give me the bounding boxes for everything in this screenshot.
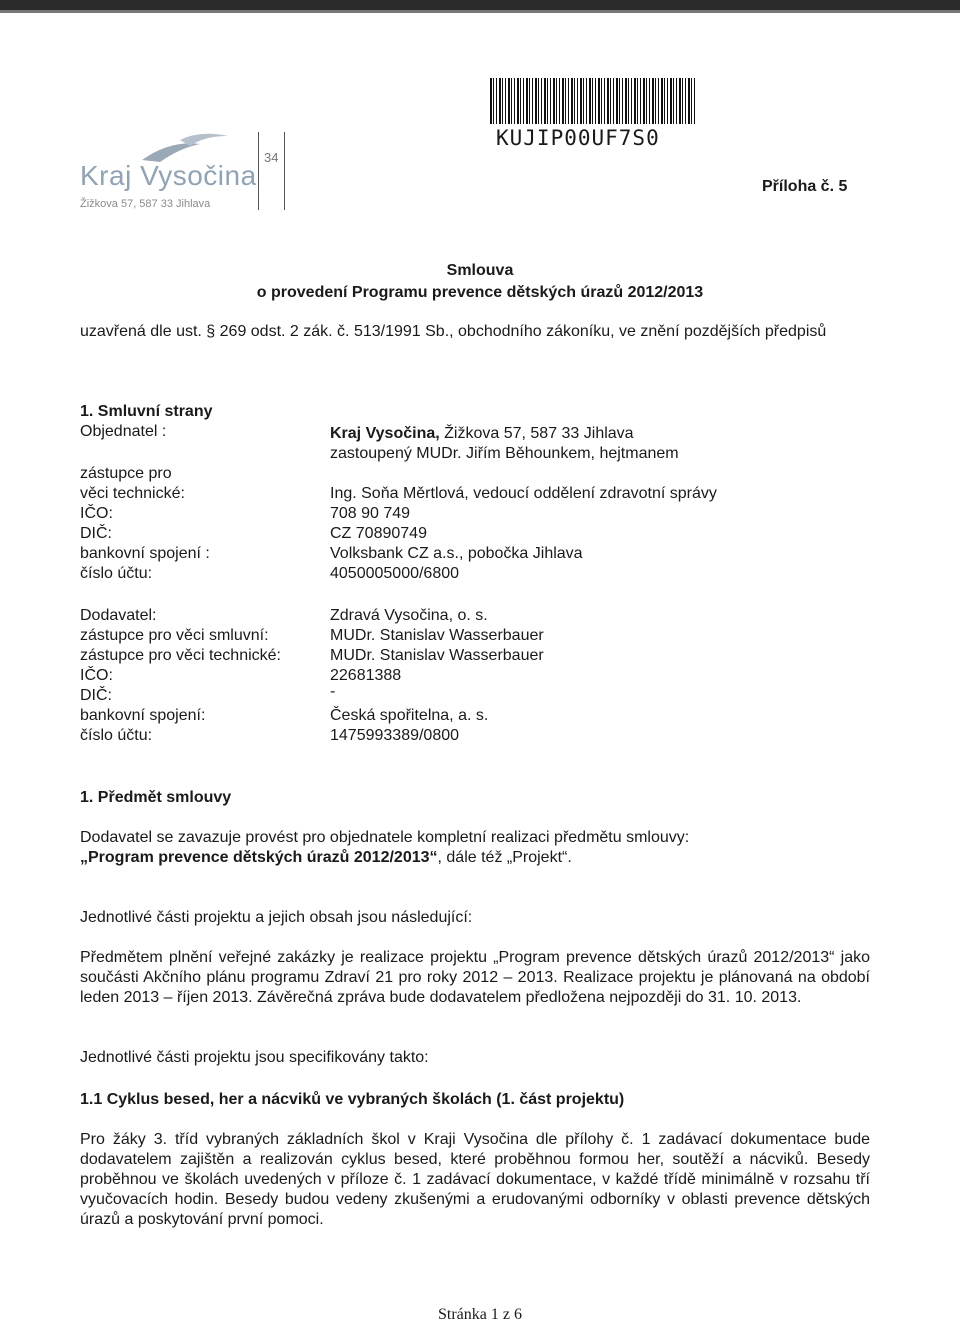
label-client-dic: DIČ:	[80, 525, 112, 542]
label-supplier-bank: bankovní spojení:	[80, 707, 206, 724]
client-dic: CZ 70890749	[330, 525, 427, 542]
logo-text: Kraj Vysočina	[80, 160, 257, 191]
paragraph-1: Předmětem plnění veřejné zakázky je realizace projektu „Program prevence dětských úrazů 2012/2013“ jako součásti Akčního plánu programu Zdraví 21 pro roky 2012 – 2013. Realizace projektu je plánovaná na období leden 2013 – říjen 2013. Závěrečná zpráva bude dodavatelem předložena nejpozději do 31. 10. 2013.	[80, 949, 870, 1006]
label-supplier-contract: zástupce pro věci smluvní:	[80, 627, 269, 644]
page-footer: Stránka 1 z 6	[438, 1306, 522, 1323]
client-represented: zastoupený MUDr. Jiřím Běhounkem, hejtmanem	[330, 445, 679, 462]
label-supplier-ico: IČO:	[80, 667, 113, 684]
label-client-account: číslo účtu:	[80, 565, 153, 582]
client-name-bold: Kraj Vysočina,	[330, 425, 440, 442]
client-address: Žižkova 57, 587 33 Jihlava	[439, 425, 634, 442]
label-client-bank: bankovní spojení :	[80, 545, 210, 562]
label-supplier-dic: DIČ:	[80, 687, 112, 704]
subject-line1: Dodavatel se zavazuje provést pro objednatele kompletní realizaci předmětu smlouvy:	[80, 829, 690, 846]
parties-heading: 1. Smluvní strany	[80, 403, 213, 420]
intro-text: uzavřená dle ust. § 269 odst. 2 zák. č. 513/1991 Sb., obchodního zákoníku, ve znění pozdějších předpisů	[80, 323, 827, 340]
supplier-account: 1475993389/0800	[330, 727, 460, 744]
logo-address: Žižkova 57, 587 33 Jihlava	[80, 198, 211, 210]
stamp-divider	[284, 132, 285, 210]
section-heading: 1.1 Cyklus besed, her a nácviků ve vybraných školách (1. část projektu)	[80, 1091, 625, 1108]
document-subtitle: o provedení Programu prevence dětských úrazů 2012/2013	[256, 284, 704, 301]
label-client-tech-1: zástupce pro	[80, 465, 172, 482]
label-client-ico: IČO:	[80, 505, 113, 522]
label-supplier-tech: zástupce pro věci technické:	[80, 647, 281, 664]
subject-heading: 1. Předmět smlouvy	[80, 789, 232, 806]
supplier-tech: MUDr. Stanislav Wasserbauer	[330, 647, 544, 664]
document-title: Smlouva	[446, 262, 514, 279]
document-code: KUJIP00UF7S0	[496, 126, 660, 150]
project-name: „Program prevence dětských úrazů 2012/2013“	[80, 849, 438, 866]
supplier-dic: -	[330, 683, 336, 700]
supplier-name: Zdravá Vysočina, o. s.	[330, 607, 488, 624]
client-bank: Volksbank CZ a.s., pobočka Jihlava	[330, 545, 583, 562]
project-alias: , dále též „Projekt“.	[437, 849, 572, 866]
label-client-tech-2: věci technické:	[80, 485, 185, 502]
client-account: 4050005000/6800	[330, 565, 460, 582]
label-objednatel: Objednatel :	[80, 423, 167, 440]
client-ico: 708 90 749	[330, 505, 411, 522]
stamp-number: 34	[264, 150, 279, 165]
supplier-bank: Česká spořitelna, a. s.	[330, 707, 489, 724]
parts-intro: Jednotlivé části projektu a jejich obsah jsou následující:	[80, 909, 473, 926]
paragraph-2: Pro žáky 3. tříd vybraných základních škol v Kraji Vysočina dle přílohy č. 1 zadávací dokumentace bude dodavatelem zajištěn a realizován cyklus besed, které proběhnou formou her, soutěží a nácviků. Besedy proběhnou ve školách uvedených v příloze č. 1 zadávací dokumentace, v každé třídě minimálně v rozsahu tří vyučovacích hodin. Besedy budou vedeny zkušenými a erudovanými odborníky v oblasti prevence dětských úrazů a poskytování první pomoci.	[80, 1131, 870, 1228]
subject-line2	[80, 848, 870, 868]
scan-top-bar-shadow	[0, 10, 960, 13]
client-name	[330, 424, 634, 444]
supplier-ico: 22681388	[330, 667, 402, 684]
label-dodavatel: Dodavatel:	[80, 607, 157, 624]
client-tech: Ing. Soňa Měrtlová, vedoucí oddělení zdravotní správy	[330, 485, 717, 502]
attachment-label: Příloha č. 5	[762, 178, 848, 195]
scan-top-bar	[0, 0, 960, 10]
stamp-divider	[258, 132, 259, 210]
parts-specified: Jednotlivé části projektu jsou specifikovány takto:	[80, 1049, 429, 1066]
barcode	[490, 78, 696, 124]
label-supplier-account: číslo účtu:	[80, 727, 153, 744]
supplier-contract: MUDr. Stanislav Wasserbauer	[330, 627, 544, 644]
